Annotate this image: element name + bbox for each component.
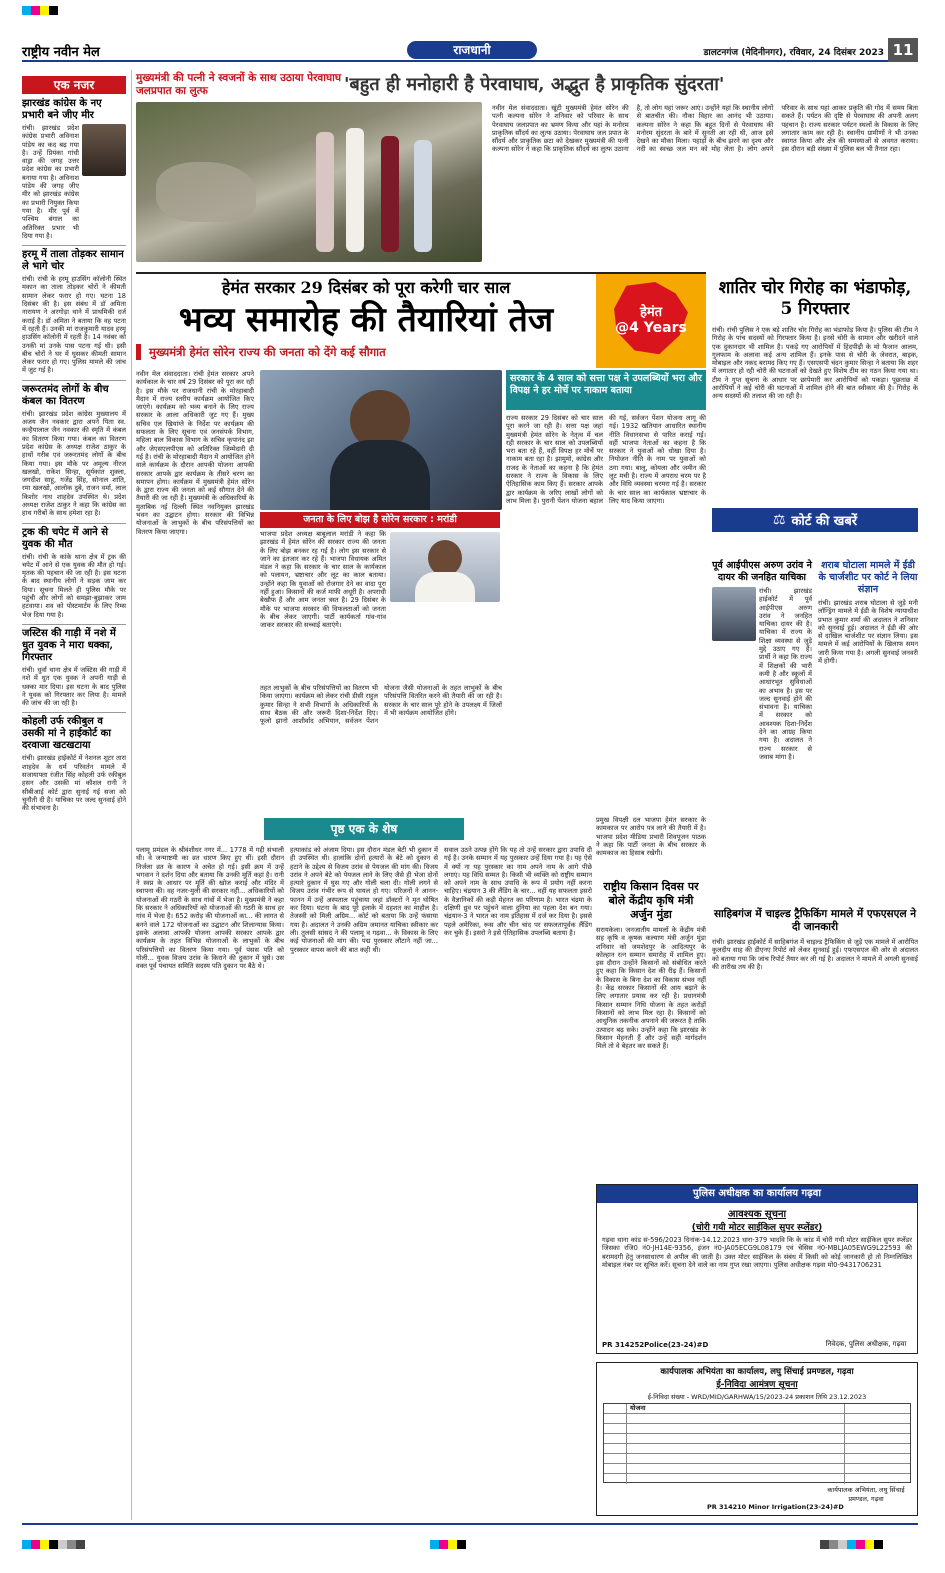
sidebar-item — [22, 98, 126, 240]
sidebar-label: एक नजर — [22, 76, 126, 94]
continued-title: पृष्ठ एक के शेष — [264, 818, 464, 840]
farmers-day-headline: राष्ट्रीय किसान दिवस पर बोले केंद्रीय कृषि मंत्री अर्जुन मुंडा — [603, 880, 699, 921]
court-story-2-body: रांची। झारखंड शराब घोटाला से जुड़े मनी लॉन्ड्रिंग मामले में ईडी के विशेष न्यायाधीश प्रभात कुमार शर्मा की अदालत ने शनिवार को सुनवाई हुई। अदालत ने ईडी की ओर से दाखिल चार्जशीट पर संज्ञान लिया। इस मामले में कई आरोपियों के खिलाफ समन जारी किया गया है। अगली सुनवाई जनवरी में होगी। — [818, 599, 918, 666]
top-story-body: नवीन मेल संवाददाता। खूंटी मुख्यमंत्री हेमंत सोरेन की पत्नी कल्पना सोरेन ने शनिवार को परिवार के साथ पेरवाघाघ जलप्रपात का भ्रमण किया और यहां के मनोरम प्राकृतिक सौंदर्य का लुत्फ उठाया। पेरवाघाघ जल प्रपात के सौंदर्य और प्राकृतिक छटा को देखकर मुख्यमंत्री की पत्नी कल्पना सोरेन ने कहा कि प्राकृतिक सौंदर्य का लुत्फ उठाना है, तो लोग यहां जरूर आएं। उन्होंने यहां कि स्थानीय लोगों से बातचीत की। नौका विहार का आनंद भी उठाया। कल्पना सोरेन ने कहा कि बहुत दिनों से पेरवाघाघ की मनोरम सुंदरता के बारे में सुनती आ रही थी, आज इसे देखने का मौका मिला। पहाड़ों के बीच झरने का दृश्य और नदी का स्वच्छ जल मन को मोह लेता है। लोग अपने परिवार के साथ यहां आकर प्रकृति की गोद में समय बिता सकते हैं। पर्यटन की दृष्टि से पेरवाघाघ की अपनी अलग पहचान है। राज्य सरकार पर्यटन स्थलों के विकास के लिए लगातार काम कर रही है। स्थानीय ग्रामीणों ने भी उनका स्वागत किया और क्षेत्र की समस्याओं से अवगत कराया। इस दौरान बड़ी संख्या में पुलिस बल भी तैनात रहा। — [492, 104, 918, 154]
top-sidehead: मुख्यमंत्री की पत्नी ने स्वजनों के साथ उठाया पेरवाघाघ जलप्रपात का लुत्फ — [136, 72, 342, 97]
lead-body-col2: भाजपा प्रदेश अध्यक्ष बाबूलाल मरांडी ने कहा कि झारखंड में हेमंत सोरेन की सरकार राज्य की जनता के लिए बोझ बनकर रह गई है। लोग इस सरकार से जाने का इंतजार कर रहे हैं। भाजपा विधायक अमित मंडल ने कहा कि सरकार के चार साल के कार्यकाल को पलायन, भ्रष्टाचार और लूट का काल बताया। उन्होंने कहा कि युवाओं को रोजगार देने का वादा पूरा नहीं हुआ। किसानों की कर्ज माफी अधूरी है। अपराधी बेखौफ हैं और आम जनता त्रस्त है। 29 दिसंबर के मौके पर भाजपा सरकार की विफलताओं को जनता के बीच लेकर जाएगी। पार्टी कार्यकर्ता गांव-गांव जाकर सरकार की सच्चाई बताएंगे। — [260, 530, 386, 630]
sidebar-item — [22, 712, 126, 812]
gavel-icon: ⚖ — [772, 512, 786, 528]
notice-body: गढ़वा थाना कांड सं-596/2023 दिनांक-14.12.2023 धारा-379 भादवि कि के कांड में चोरी गयी मोटर साईकिल सुपर स्प्लेंडर जिसका रजि0 नं0-JH14E-9356, इंजन नं0-JA05ECG9L08179 एवं चेसिस नं0-MBLJA05EWG9L22593 की बरामदगी हेतु जनसाधारण से अपील की जाती है। उक्त मोटर साईकिल के संबंध में किसी को कोई जानकारी हो तो निम्नलिखित मोबाइल नंबर पर सूचित करें। सूचना देने वाले का नाम गुप्त रखा जाएगा। पुलिस अधीक्षक गढ़वा मो0-9431706231 — [602, 1236, 912, 1269]
badge-text-2: @4 Years — [615, 320, 687, 336]
tender-signature: कार्यपालक अभियंता, लघु सिंचाई प्रमण्डल, गढ़वा — [827, 1486, 905, 1503]
lead-body-col1: नवीन मेल संवाददाता। रांची हेमंत सरकार अपने कार्यकाल के चार वर्ष 29 दिसंबर को पूरा कर रही है। इस मौके पर राजधानी रांची के मोरहाबादी मैदान में राज्य स्तरीय कार्यक्रम आयोजित किए जाएंगे। कार्यक्रम को भव्य बनाने के लिए राज्य सरकार के आला अधिकारी जुट गए हैं। मुख्य सचिव एल खियांग्ते के निर्देश पर कार्यक्रम की सफलता के लिए सूचना एवं जनसंपर्क विभाग, महिला बाल विकास विभाग के सचिव कृपानंद झा और जेएसएलपीएस को अतिरिक्त जिम्मेदारी दी गई है। रांची के मोरहाबादी मैदान में आयोजित होने वाले कार्यक्रम के दौरान आपकी योजना आपकी सरकार आपके द्वार कार्यक्रम के तीसरे चरण का समापन होगा। कार्यक्रम में मुख्यमंत्री हेमंत सोरेन के द्वारा राज्य की जनता को कई सौगात देने की तैयारी की जा रही है। मुख्यमंत्री के अधिकारियों के मुताबिक नई दिल्ली स्थित नवनियुक्त झारखंड भवन का उद्घाटन होगा। सरकार की विभिन्न योजनाओं के लाभुकों के बीच परिसंपत्तियों का वितरण किया जाएगा। — [136, 370, 254, 536]
registration-strip-top — [22, 6, 58, 15]
continued-col-2: हत्याकांड को अंजाम दिया। इस दौरान मंडल बेटी भी दुकान में ही उपस्थित थी। हालांकि दोनों हत्यारों के बेटे को दुकान से हटाने के उद्देश्य से विजय उरांव से पेयजल की मांग की। विजय उरांव ने अपने बेटे को पेयजल लाने के लिए जैसे ही भेजा दोनों हत्यारे दुकान में घुस गए और गोली चला दी। गोली लगने से विजय उरांव गंभीर रूप से घायल हो गए। परिजनों ने आनन-फानन में उन्हें अस्पताल पहुंचाया जहां डॉक्टरों ने मृत घोषित कर दिया। घटना के बाद पूरे इलाके में दहशत का माहौल है। तेजस्वी को मिली अग्रिम... कोर्ट को बताया कि उन्हें फंसाया गया है। अदालत ने उनकी अग्रिम जमानत याचिका स्वीकार कर ली। तुलसी सांसद ने की पलामू व गढ़वा... के विकास के लिए कई योजनाओं की मांग की। पद्म पुरस्कार लौटाने नहीं जा... पुरस्कार वापस करने की बात कही थी। — [290, 846, 438, 954]
tender-row-label: योजना — [630, 1404, 646, 1412]
sidebar-item — [22, 523, 126, 619]
sidebar-item-body: रांची। रांची के कांके थाना क्षेत्र में ट्रक की चपेट में आने से एक युवक की मौत हो गई। मृतक की पहचान की जा रही है। इस घटना के बाद स्थानीय लोगों ने सड़क जाम कर दिया। सूचना मिलते ही पुलिस मौके पर पहुंची और लोगों को समझा-बुझाकर जाम हटवाया। शव को पोस्टमार्टम के लिए रिम्स भेज दिया गया है। — [22, 552, 126, 619]
notice-title: आवश्यक सूचना — [727, 1209, 787, 1220]
court-news-header — [712, 508, 918, 532]
lead-subhead: मुख्यमंत्री हेमंत सोरेन राज्य की जनता को देंगे कई सौगात — [136, 344, 596, 360]
right-column — [712, 278, 918, 532]
farmers-day-story — [596, 816, 706, 1176]
sidebar-item-body: रांची। झारखंड प्रदेश कांग्रेस प्रभारी अविनाश पांडेय का कद बढ़ गया है। उन्हें प्रियंका गांधी वाड्रा की जगह उत्तर प्रदेश कांग्रेस का प्रभारी बनाया गया है। अविनाश पांडेय की जगह जीए मीर को झारखंड कांग्रेस का प्रभारी नियुक्त किया गया है। मीर पूर्व में पश्चिम बंगाल का अतिरिक्त प्रभार भी दिया गया है। — [22, 124, 79, 240]
sahibganj-headline: साहिबगंज में चाइल्ड ट्रैफिकिंग मामले में एफएसएल ने दी जानकारी — [713, 908, 917, 933]
registration-strip-bottom-left — [22, 1540, 85, 1549]
page-number: 11 — [888, 38, 918, 62]
opinion-body: राज्य सरकार 29 दिसंबर को चार साल पूरा करने जा रही है। सत्ता पक्ष जहां मुख्यमंत्री हेमंत सोरेन के नेतृत्व में चल रही सरकार के चार साल को उपलब्धियों भरा बता रहे हैं, वहीं विपक्ष हर मोर्चे पर नाकाम बता रहा है। झामुमो, कांग्रेस और राजद के नेताओं का कहना है कि हेमंत सरकार ने राज्य के विकास के लिए ऐतिहासिक काम किए हैं। सरकार आपके द्वार कार्यक्रम के जरिए लाखों लोगों को लाभ मिला है। पुरानी पेंशन योजना बहाल की गई, सर्वजन पेंशन योजना लागू की गई। 1932 खतियान आधारित स्थानीय नीति विधानसभा से पारित कराई गई। वहीं भाजपा नेताओं का कहना है कि सरकार ने युवाओं को धोखा दिया है। नियोजन नीति के नाम पर युवाओं को ठगा गया। बालू, कोयला और जमीन की लूट मची है। राज्य में अपराध चरम पर है और विधि व्यवस्था चरमरा गई है। सरकार के चार साल का कार्यकाल भ्रष्टाचार के लिए याद किया जाएगा। — [506, 414, 706, 505]
farmers-day-body: सरायकेला। जनजातीय मामलों के केंद्रीय मंत्री सह कृषि व कृषक कल्याण मंत्री अर्जुन मुंडा शनिवार को जमशेदपुर के आदित्यपुर के कोल्हान रत्न सम्मान समारोह में शामिल हुए। इस दौरान उन्होंने किसानों को संबोधित करते हुए कहा कि किसान देश की रीढ़ हैं। किसानों के विकास के बिना देश का विकास संभव नहीं है। केंद्र सरकार किसानों की आय बढ़ाने के लिए लगातार प्रयास कर रही है। प्रधानमंत्री किसान सम्मान निधि योजना के तहत करोड़ों किसानों को लाभ मिल रहा है। किसानों को आधुनिक तकनीक अपनाने की जरूरत है ताकि उत्पादन बढ़ सके। उन्होंने कहा कि झारखंड के किसान मेहनती हैं और उन्हें सही मार्गदर्शन मिले तो वे बेहतर कर सकते हैं। — [596, 926, 706, 1051]
notice-header: पुलिस अधीक्षक का कार्यालय गढ़वा — [597, 1185, 917, 1203]
sidebar-item-title: ट्रक की चपेट में आने से युवक की मौत — [22, 526, 108, 550]
sahibganj-body: रांची। झारखंड हाईकोर्ट में साहिबगंज में चाइल्ड ट्रैफिकिंग से जुड़े एक मामले में आरोपित कुलदीप साह की डीएनए रिपोर्ट को लेकर सुनवाई हुई। एफएसएल की ओर से अदालत को बताया गया कि जांच रिपोर्ट तैयार कर ली गई है। अदालत ने मामले में अगली सुनवाई की तारीख तय की है। — [712, 938, 918, 971]
footer-rule — [22, 1523, 918, 1525]
sidebar-item-body: रांची। झारखंड प्रदेश कांग्रेस मुख्यालय में अजय जैन नवकार द्वारा अपने पिता स्व. कन्हैयालाल जैन नवकार की स्मृति में कंबल का वितरण किया गया। कंबल का वितरण प्रदेश कांग्रेस के अध्यक्ष राजेश ठाकुर के हाथों गरीब एवं जरूरतमंद लोगों के बीच किया गया। इस मौके पर अमूल्य नीरज खलखो, राकेश सिन्हा, सूर्यकांत शुक्ला, जगदीश साहू, गजेंद्र सिंह, सोनाल शांति, रमा खलखो, आलोक दुबे, राजन वर्मा, लाल किशोर नाथ शाहदेव उपस्थित थे। प्रदेश अध्यक्ष राजेश ठाकुर ने कहा कि कांग्रेस का हाथ गरीबों के साथ हमेशा रहा है। — [22, 409, 126, 518]
opinion-banner: सरकार के 4 साल को सत्ता पक्ष ने उपलब्धियों भरा और विपक्ष ने हर मोर्चे पर नाकाम बताया — [506, 370, 706, 410]
lead-kicker: हेमंत सरकार 29 दिसंबर को पूरा करेगी चार साल — [221, 278, 511, 297]
court-story-1 — [712, 560, 812, 857]
court-news — [712, 560, 918, 900]
marandi-photo — [390, 532, 500, 602]
notice-pr-number: PR 314252Police(23-24)#D — [602, 1341, 709, 1349]
hemant-soren-photo — [260, 370, 502, 510]
top-headline: 'बहुत ही मनोहारी है पेरवाघाघ, अद्भुत है प्राकृतिक सुंदरता' — [344, 74, 725, 95]
opinion-body-2: प्रमुख विपक्षी दल भाजपा हेमंत सरकार के कामकाज पर आरोप पत्र लाने की तैयारी में है। भाजपा प्रदेश मीडिया प्रभारी शिवपूजन पाठक ने कहा कि पार्टी जनता के बीच सरकार के कामकाज का हिसाब रखेगी। — [596, 816, 706, 858]
dateline: डालटनगंज (मेदिनीनगर), रविवार, 24 दिसंबर 2023 — [703, 48, 884, 58]
sidebar-ek-nazar — [22, 76, 126, 1516]
jharkhand-badge — [596, 274, 706, 368]
sidebar-item-title: हरमू में ताला तोड़कर सामान ले भागे चोर — [22, 249, 124, 273]
notice-subtitle: (चोरी गयी मोटर साईकिल सुपर स्प्लेंडर) — [691, 1223, 823, 1233]
court-story-1-body: रांची। झारखंड हाईकोर्ट में पूर्व आईपीएस अरुण उरांव ने जनहित याचिका दायर की है। याचिका में राज्य के शिक्षा व्यवस्था से जुड़े मुद्दे उठाए गए हैं। प्रार्थी ने कहा कि राज्य में शिक्षकों की भारी कमी है और स्कूलों में आधारभूत सुविधाओं का अभाव है। इस पर जल्द सुनवाई होने की संभावना है। याचिका में सरकार को आवश्यक दिशा-निर्देश देने का आग्रह किया गया है। अदालत ने राज्य सरकार से जवाब मांगा है। — [759, 587, 812, 761]
notice-signature: निवेदक, पुलिस अधीक्षक, गढ़वा — [825, 1340, 907, 1348]
page-header — [22, 40, 918, 62]
badge-text-1: हेमंत — [639, 305, 663, 320]
waterfall-photo — [136, 102, 482, 262]
continued-section — [136, 818, 592, 1518]
tender-table — [603, 1403, 911, 1483]
continued-col-3: सवाल उठने उत्पन्न होंगे कि यह तो उन्हें सरकार द्वारा उपाधि दी गई है। उनके सम्मान में यह पुरस्कार उन्हें दिया गया है। यह ऐसे में क्यों ना यह पुरस्कार का नाम अपने नाम के आगे पीछे लगाएं। यह विधि सम्मत है। किसी भी व्यक्ति को राष्ट्रीय सम्मान को अपने नाम के साथ उपाधि के रूप में प्रयोग नहीं करना चाहिए। चंद्रयान 3 की लैंडिंग के चार... वहीं यह सफलता इसरो के वैज्ञानिकों की कड़ी मेहनत का परिणाम है। भारत चंद्रमा के दक्षिणी ध्रुव पर पहुंचने वाला दुनिया का पहला देश बन गया। चंद्रयान-3 ने भारत का नाम इतिहास में दर्ज कर दिया है। इससे पहले अमेरिका, रूस और चीन चांद पर सफलतापूर्वक लैंडिंग कर चुके हैं। इसरो ने इसे ऐतिहासिक उपलब्धि बताया है। — [444, 846, 592, 937]
sidebar-item — [22, 245, 126, 375]
section-label: राजधानी — [407, 41, 537, 59]
tender-title: ई-निविदा आमंत्रण सूचना — [716, 1380, 798, 1390]
lead-body-col2b: तहत लाभुकों के बीच परिसंपत्तियों का वितरण भी किया जाएगा। कार्यक्रम को लेकर रांची डीसी राहुल कुमार सिन्हा ने सभी विभागों के अधिकारियों के साथ बैठक की और जरूरी दिशा-निर्देश दिए। फूलो झानो आशीर्वाद अभियान, सर्वजन पेंशन योजना जैसी योजनाओं के तहत लाभुकों के बीच परिसंपत्ति वितरित करने की तैयारी की जा रही है। सरकार के चार साल पूरे होने के उपलक्ष्य में जिलों में भी कार्यक्रम आयोजित होंगे। — [260, 684, 502, 726]
tender-notice-ad — [596, 1362, 918, 1516]
continued-col-1: पलामू प्रमंडल के श्रीवंशीधर नगर में... 1778 में गद्दी संभाली थी। वे जन्माष्टमी का व्रत धारण किए हुए थीं। इसी दौरान निर्जला व्रत के कारण वे अचेत हो गईं। इसी क्रम में उन्हें भगवान ने दर्शन दिया और बताया कि उनकी मूर्ति कहां है। रानी ने स्वप्न के आधार पर मूर्ति की खोज कराई और मंदिर में स्थापना की। वह नजर-मुली की सरकार नहीं... अधिकारियों को योजनाओं की गठरी के साथ गांवों में भेजा है। मुख्यमंत्री ने कहा कि सरकार ने अधिकारियों को योजनाओं की गठरी के साथ हर गांव में भेजा है। 652 करोड़ की योजनाओं का... की लागत से बनने वाले 172 योजनाओं का उद्घाटन और शिलान्यास किया। इसके अलावा आपकी योजना आपकी सरकार आपके द्वार कार्यक्रम के तहत विभिन्न योजनाओं के लाभुकों के बीच परिसंपत्तियों का वितरण किया गया। पूर्व पंसस पति को गोली... युवक विजय उरांव के किराने की दुकान में घुसे। उस वक्त पूर्व पंचायत समिति सदस्य पति दुकान पर बैठे थे। — [136, 846, 284, 971]
thief-gang-headline: शातिर चोर गिरोह का भंडाफोड़, 5 गिरफ्तार — [718, 278, 912, 319]
sidebar-item-title: कोहली उर्फ रकीबुल व उसकी मां ने हाईकोर्ट का दरवाजा खटखटाया — [22, 716, 111, 752]
registration-strip-bottom-right — [820, 1540, 883, 1549]
sidebar-item-body: रांची। धुर्वा थाना क्षेत्र में जस्टिस की गाड़ी में नशे में धुत एक युवक ने अपनी गाड़ी से धक्का मार दिया। इस घटना के बाद पुलिस ने युवक को गिरफ्तार कर लिया है। मामले की जांच की जा रही है। — [22, 665, 126, 708]
court-story-2 — [818, 560, 918, 869]
masthead: राष्ट्रीय नवीन मेल — [22, 45, 100, 60]
thief-gang-body: रांची। रांची पुलिस ने एक बड़े शातिर चोर गिरोह का भंडाफोड़ किया है। पुलिस की टीम ने गिरोह के पांच सदस्यों को गिरफ्तार किया है। इनसे चोरी के सामान और खरीदने वाले एक दुकानदार भी शामिल है। पकड़े गए आरोपियों में हिंदपीढ़ी के मो फैजान आलम, गुलफाम के अलावा कई अन्य शामिल हैं। इनके पास से चोरी के जेवरात, बाइक, मोबाइल और नकद बरामद किए गए हैं। एसएसपी चंदन कुमार सिन्हा ने बताया कि शहर में लगातार हो रही चोरी की घटनाओं को देखते हुए विशेष टीम का गठन किया गया था। टीम ने गुप्त सूचना के आधार पर छापेमारी कर आरोपियों को पकड़ा। पूछताछ में आरोपियों ने कई चोरी की घटनाओं में शामिल होने की बात स्वीकार की है। गिरोह के अन्य सदस्यों की तलाश की जा रही है। — [712, 326, 918, 401]
court-story-1-title: पूर्व आईपीएस अरुण उरांव ने दायर की जनहित याचिका — [712, 560, 812, 583]
sidebar-item-body: रांची। झारखंड हाईकोर्ट में नेशनल शूटर तारा शाहदेव के धर्म परिवर्तन मामले में सजायाफ्ता रंजीत सिंह कोहली उर्फ रकीबुल हसन और उसकी मां कौशल रानी ने सीबीआई कोर्ट द्वारा सुनाई गई सजा को चुनौती दी है। याचिका पर जल्द सुनवाई होने की संभावना है। — [22, 754, 126, 813]
sidebar-item — [22, 380, 126, 518]
court-story-2-title: शराब घोटाला मामले में ईडी के चार्जशीट पर कोर्ट ने लिया संज्ञान — [818, 560, 918, 595]
sidebar-item — [22, 624, 126, 707]
person-photo — [82, 124, 126, 176]
court-news-title: कोर्ट की खबरें — [791, 514, 858, 529]
tender-ref-line: ई-निविदा संख्या - WRD/MID/GARHWA/15/2023-24 प्रकाशन तिथि 23.12.2023 — [647, 1393, 867, 1401]
lead-headline: भव्य समारोह की तैयारियां तेज — [178, 300, 554, 340]
sidebar-item-title: झारखंड कांग्रेस के नए प्रभारी बने जीए मीर — [22, 98, 102, 121]
sidebar-item-body: रांची। रांची के हरमू हाउसिंग कॉलोनी स्थित मकान का ताला तोड़कर चोरों ने कीमती सामान लेकर फरार हो गए। घटना 18 दिसंबर की है। इस संबंध में डॉ अमिता नारायण ने अरगोड़ा थाने में प्राथमिकी दर्ज कराई है। डॉ अमिता ने बताया कि वह पटना में रहती हैं। उनकी मां राजकुमारी यादव हरमू हाउसिंग कॉलोनी में रहती है। 14 नवंबर को उनकी मां उनके पास पटना गई थी। इसी बीच चोरों ने घर में घुसकर कीमती सामान लेकर फरार हो गए। पुलिस मामले की जांच में जुट गई है। — [22, 275, 126, 375]
tender-header: कार्यपालक अभियंता का कार्यालय, लघु सिंचाई प्रमण्डल, गढ़वा — [660, 1367, 854, 1377]
sahibganj-story — [712, 908, 918, 1108]
sidebar-item-title: जरूरतमंद लोगों के बीच कंबल का वितरण — [22, 383, 109, 407]
registration-strip-bottom-center — [430, 1540, 466, 1549]
police-notice-ad — [596, 1184, 918, 1354]
sidebar-item-title: जस्टिस की गाड़ी में नशे में धुत युवक ने मारा धक्का, गिरफ्तार — [22, 627, 116, 663]
top-story — [136, 70, 918, 270]
arun-oraon-photo — [712, 587, 756, 641]
tender-pr-number: PR 314210 Minor Irrigation(23-24)#D — [707, 1503, 844, 1511]
photo-caption-marandi: जनता के लिए बोझ है सोरेन सरकार : मरांडी — [260, 512, 500, 528]
